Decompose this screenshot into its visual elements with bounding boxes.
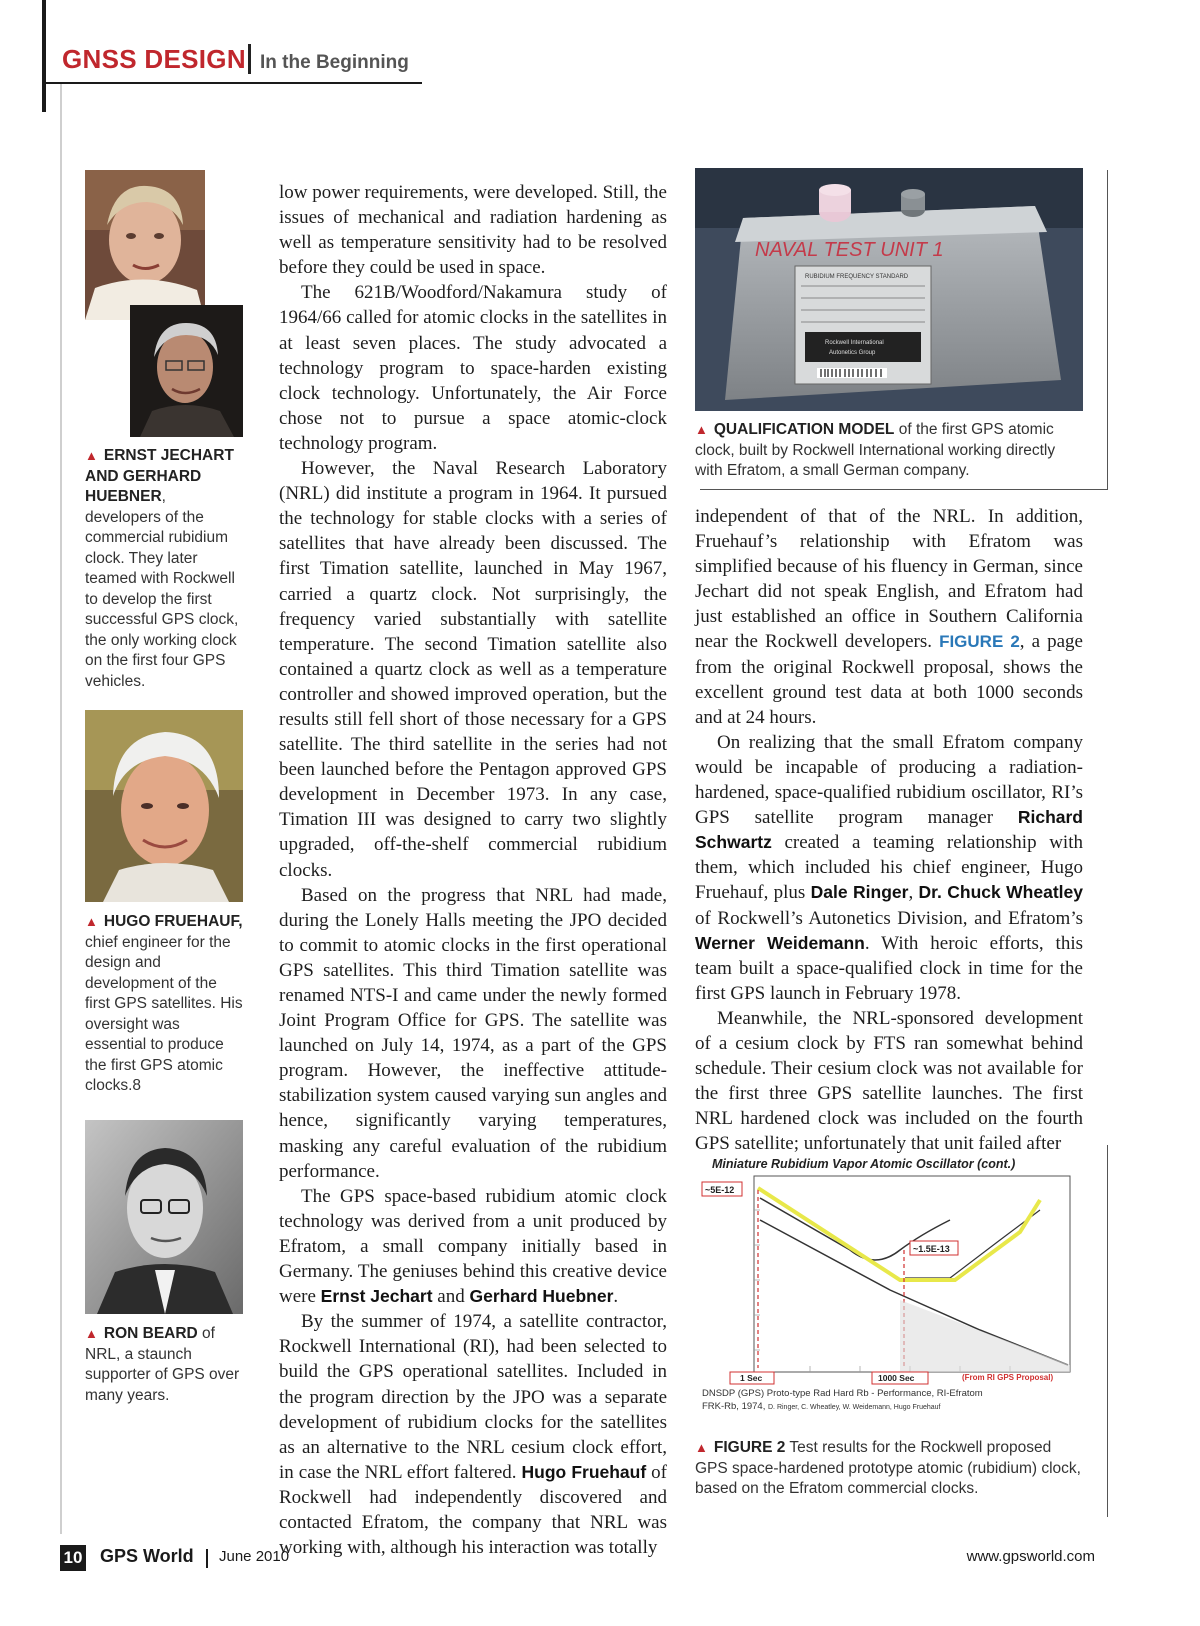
- chart-note-2: FRK-Rb, 1974, D. Ringer, C. Wheatley, W. Weidemann, Hugo Fruehauf: [702, 1401, 941, 1412]
- paragraph: independent of that of the NRL. In addition, Fruehauf’s relationship with Efratom was simplified because of his fluency in German, since Jechart did not speak English, and Efratom had just established an office in Southern California near the Rockwell developers. FIGURE 2, a page from the original Rockwell proposal, shows the excellent ground test data at both 1000 seconds and at 24 hours.: [695, 506, 1083, 728]
- device-plate-division: Autonetics Group: [829, 350, 876, 356]
- label-5e12: ~5E-12: [705, 1185, 735, 1195]
- triangle-icon: ▲: [85, 1326, 98, 1341]
- caption-jechart-huebner: ▲ ERNST JECHART AND GERHARD HUEBNER, developers of the commercial rubidium clock. They later teamed with Rockwell to develop the first successful GPS clock, the only working clock on the first four GPS vehicles.: [85, 447, 239, 690]
- figure-2-chart: [700, 1150, 1085, 1415]
- hatched-region: [900, 1300, 1070, 1372]
- article-column-right: [695, 504, 1083, 1156]
- photo-qualification-model: [695, 168, 1083, 411]
- triangle-icon: ▲: [85, 914, 98, 929]
- issue-date: June 2010: [219, 1548, 290, 1565]
- triangle-icon: ▲: [85, 448, 98, 463]
- column-rule: [700, 489, 1108, 490]
- chart-note-1: DNSDP (GPS) Proto-type Rad Hard Rb - Performance, RI-Efratom: [702, 1388, 983, 1399]
- caption-fruehauf: ▲ HUGO FRUEHAUF, chief engineer for the design and development of the first GPS satellites. His oversight was essential to produce the first GPS atomic clocks.8: [85, 913, 243, 1094]
- caption-qualification-model: ▲ QUALIFICATION MODEL of the first GPS atomic clock, built by Rockwell International working directly with Efratom, a small German company.: [695, 421, 1056, 479]
- device-red-label: NAVAL TEST UNIT 1: [755, 239, 944, 261]
- name-ringer: Dale Ringer: [810, 882, 909, 903]
- paragraph: Based on the progress that NRL had made, during the Lonely Halls meeting the JPO decided to commit to atomic clocks in the first operational GPS satellites. This third Timation satellite was renamed NTS-I and came under the newly formed Joint Program Office for GPS. The satellite was launched on July 14, 1974, as a part of the GPS program. However, the ineffective attitude-stabilization system caused varying sun angles and hence, significantly varying temperatures, masking any careful evaluation of the rubidium performance.: [279, 884, 667, 1182]
- triangle-icon: ▲: [695, 1440, 708, 1455]
- header-separator: [248, 44, 251, 74]
- paragraph: low power requirements, were developed. Still, the issues of mechanical and radiation hardening as well as temperature sensitivity had to be resolved before they could be used in space.: [279, 182, 667, 279]
- column-rule: [1107, 1145, 1108, 1517]
- name-schwartz: Richard Schwartz: [695, 807, 1083, 853]
- section-subtitle: In the Beginning: [260, 52, 409, 73]
- label-1000sec: 1000 Sec: [878, 1373, 915, 1383]
- photo-beard: [85, 1120, 243, 1314]
- device-plate-text: RUBIDIUM FREQUENCY STANDARD: [805, 274, 909, 280]
- section-title: GNSS DESIGN: [62, 44, 246, 74]
- photo-fruehauf: [85, 710, 243, 902]
- label-15e13: ~1.5E-13: [913, 1244, 950, 1254]
- figure-2-svg: [700, 1150, 1085, 1415]
- website-link[interactable]: www.gpsworld.com: [966, 1548, 1095, 1565]
- caption-beard: ▲ RON BEARD of NRL, a staunch supporter of GPS over many years.: [85, 1325, 240, 1404]
- header-vertical-bar: [42, 0, 46, 112]
- magazine-name: GPS World: [100, 1546, 194, 1566]
- triangle-icon: ▲: [695, 422, 708, 437]
- photo-huebner: [130, 305, 243, 437]
- paragraph: The GPS space-based rubidium atomic clock technology was derived from a unit produced by Efratom, a small company initially based in Germany. The geniuses behind this creative device were Ernst Jechart and Gerhard Huebner.: [279, 1185, 667, 1308]
- paragraph: By the summer of 1974, a satellite contractor, Rockwell International (RI), had been selected to build the GPS operational satellites. Included in the program direction by the JPO was a separate development of rubidium clocks for the satellites as an alternative to the NRL cesium clock effort, in case the NRL effort faltered. Hugo Fruehauf of Rockwell had independently discovered and contacted Efratom, the company that NRL was working with, although his interaction was totally: [279, 1311, 668, 1559]
- caption-figure-2: ▲ FIGURE 2 Test results for the Rockwell proposed GPS space-hardened prototype atomic (rubidium) clock, based on the Efratom commercial clocks.: [695, 1439, 1081, 1497]
- margin-rule: [60, 84, 62, 1534]
- name-fruehauf: Hugo Fruehauf: [521, 1461, 647, 1482]
- column-rule: [1107, 170, 1108, 490]
- label-1sec: 1 Sec: [740, 1373, 763, 1383]
- label-proposal: (From RI GPS Proposal): [962, 1373, 1054, 1382]
- paragraph: Meanwhile, the NRL-sponsored development of a cesium clock by FTS ran somewhat behind schedule. Their cesium clock was not available for the first three GPS satellite launches. The first NRL hardened clock was included on the fourth GPS satellite; unfortunately that unit failed after: [695, 1007, 1083, 1155]
- paragraph: On realizing that the small Efratom company would be incapable of producing a radiation-hardened, space-qualified rubidium oscillator, RI’s GPS satellite program manager Richard Schwartz created a teaming relationship with them, which included his chief engineer, Hugo Fruehauf, plus Dale Ringer, Dr. Chuck Wheatley of Rockwell’s Autonetics Division, and Efratom’s Werner Weidemann. With heroic efforts, this team built a space-qualified clock in time for the first GPS launch in February 1978.: [695, 731, 1083, 1004]
- photo-jechart: [85, 170, 205, 320]
- page-number: 10: [60, 1545, 86, 1571]
- figure-2-reference[interactable]: FIGURE 2: [939, 632, 1020, 652]
- paragraph: The 621B/Woodford/Nakamura study of 1964/66 called for atomic clocks in the satellites in at least seven places. The study advocated a technology program to space-harden existing clock technology. Unfortunately, the Air Force chose not to pursue a space atomic-clock technology program.: [279, 282, 667, 454]
- paragraph: However, the Naval Research Laboratory (NRL) did institute a program in 1964. It pursued the technology for stable clocks with a series of satellites that have already been discussed. The first Timation satellite, launched in May 1967, carried a quartz clock. Not surprisingly, the frequency varied substantially with satellite temperature. The second Timation satellite also contained a quartz clock as well as a temperature controller and showed improved operation, but the results still fell short of those necessary for a GPS satellite. The third satellite in the series had not been launched before the Pentagon approved GPS development in December 1973. In any case, Timation III was designed to carry two slightly upgraded, off-the-shelf commercial rubidium clocks.: [279, 458, 667, 881]
- footer-separator: [206, 1549, 208, 1568]
- chart-title: Miniature Rubidium Vapor Atomic Oscillator (cont.): [712, 1157, 1016, 1171]
- name-weidemann: Werner Weidemann: [695, 932, 865, 953]
- header-rule: [42, 82, 422, 84]
- name-wheatley: Dr. Chuck Wheatley: [918, 882, 1083, 903]
- article-column-middle: [279, 180, 667, 1560]
- device-plate-brand: Rockwell International: [825, 340, 884, 346]
- name-huebner: Gerhard Huebner: [469, 1286, 614, 1307]
- series-line-rockwell: [758, 1188, 1040, 1280]
- name-jechart: Ernst Jechart: [320, 1286, 433, 1307]
